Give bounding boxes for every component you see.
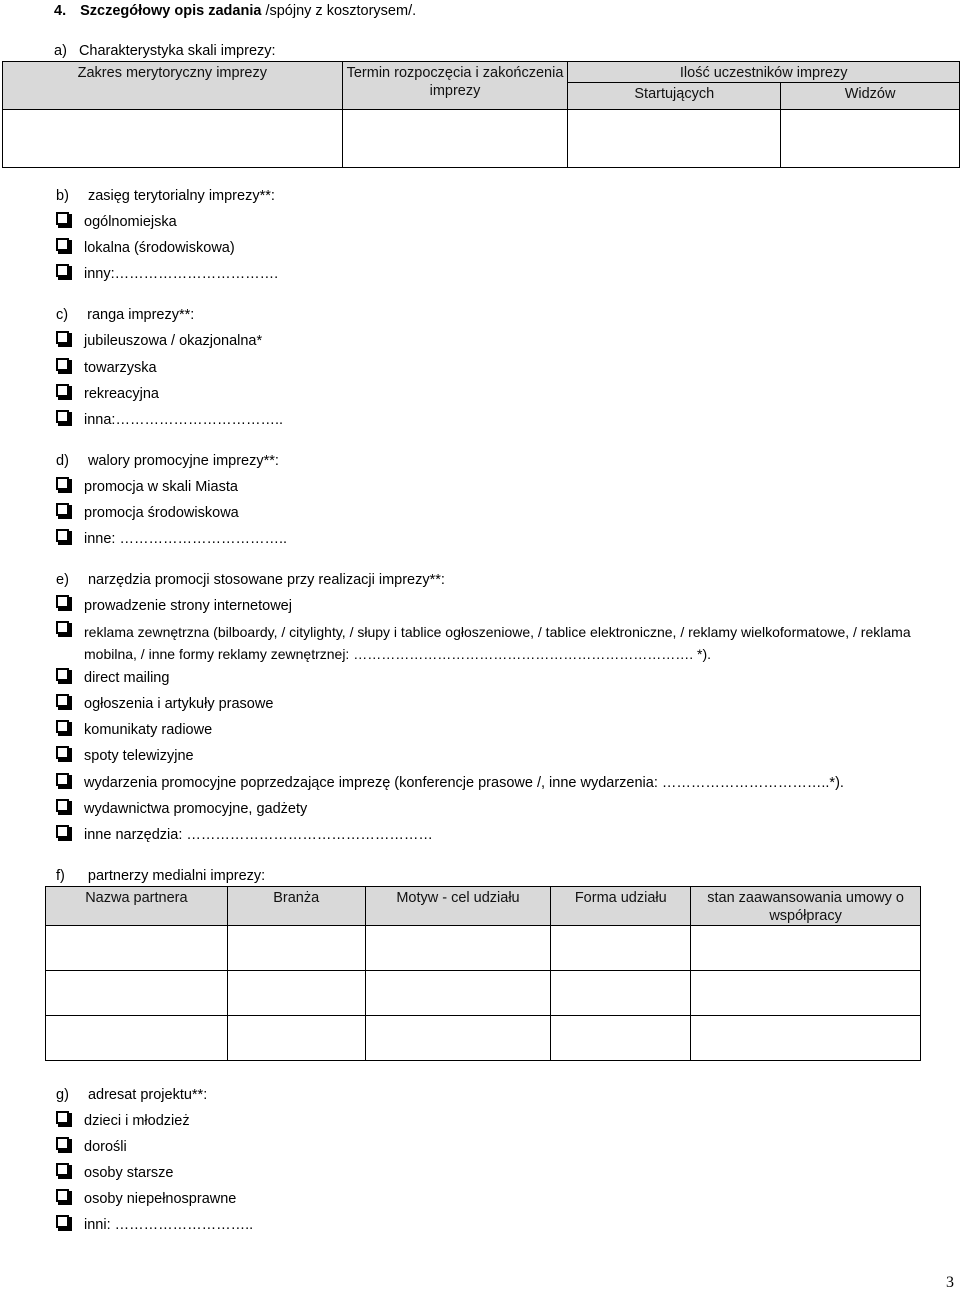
option-e-8: inne narzędzia: …………………………………………… (84, 827, 433, 843)
option-e-1-continued: mobilna, / inne formy reklamy zewnętrznej: ………………………………………………………………. *). (84, 646, 711, 662)
option-b-1: lokalna (środowiskowa) (84, 240, 235, 256)
checkbox-e-5[interactable] (56, 746, 69, 759)
checkbox-c-3[interactable] (56, 410, 69, 423)
partners-cell[interactable] (551, 1016, 691, 1061)
option-e-2: direct mailing (84, 670, 170, 686)
subsection-c (56, 307, 194, 324)
partners-col-industry: Branża (227, 887, 365, 926)
subsection-c-label: c) (56, 307, 69, 323)
subsection-d (56, 453, 279, 470)
subsection-a-label: a) (54, 43, 67, 59)
partners-cell[interactable] (551, 926, 691, 971)
scale-col-participants: Ilość uczestników imprezy (568, 62, 960, 83)
checkbox-g-1[interactable] (56, 1137, 69, 1150)
subsection-f-text: partnerzy medialni imprezy: (87, 868, 266, 884)
option-d-1: promocja środowiskowa (84, 505, 239, 521)
section-note: /spójny z kosztorysem/. (261, 3, 417, 19)
scale-sub-spectators: Widzów (781, 83, 960, 110)
checkbox-e-4[interactable] (56, 720, 69, 733)
checkbox-g-2[interactable] (56, 1163, 69, 1176)
option-b-0: ogólnomiejska (84, 214, 177, 230)
section-heading (54, 3, 416, 20)
subsection-g-label: g) (56, 1087, 69, 1103)
scale-col-scope: Zakres merytoryczny imprezy (3, 62, 343, 110)
page-number: 3 (946, 1274, 954, 1291)
option-d-0: promocja w skali Miasta (84, 479, 238, 495)
subsection-d-text: walory promocyjne imprezy**: (87, 453, 279, 469)
scale-cell-spectators[interactable] (781, 110, 960, 168)
checkbox-d-1[interactable] (56, 503, 69, 516)
checkbox-e-8[interactable] (56, 825, 69, 838)
subsection-a-text: Charakterystyka skali imprezy: (78, 43, 276, 59)
option-c-3: inna:…………………………….. (84, 412, 283, 428)
checkbox-b-0[interactable] (56, 212, 69, 225)
subsection-e-label: e) (56, 572, 69, 588)
partners-col-name: Nazwa partnera (46, 887, 228, 926)
subsection-f-label: f) (56, 868, 65, 884)
scale-sub-starting: Startujących (568, 83, 781, 110)
option-d-2: inne: …………………………….. (84, 531, 288, 547)
checkbox-e-6[interactable] (56, 773, 69, 786)
partners-cell[interactable] (46, 1016, 228, 1061)
option-e-6: wydarzenia promocyjne poprzedzające imprezę (konferencje prasowe /, inne wydarzenia: ……………………………..*). (84, 775, 844, 791)
checkbox-e-7[interactable] (56, 799, 69, 812)
subsection-a (54, 43, 276, 60)
checkbox-e-3[interactable] (56, 694, 69, 707)
checkbox-c-1[interactable] (56, 358, 69, 371)
option-e-4: komunikaty radiowe (84, 722, 213, 738)
subsection-g-text: adresat projektu**: (87, 1087, 208, 1103)
partners-cell[interactable] (691, 971, 921, 1016)
partners-cell[interactable] (227, 926, 365, 971)
partners-cell[interactable] (365, 971, 551, 1016)
option-e-7: wydawnictwa promocyjne, gadżety (84, 801, 308, 817)
subsection-b-label: b) (56, 188, 69, 204)
checkbox-e-0[interactable] (56, 595, 69, 608)
subsection-g (56, 1087, 207, 1104)
subsection-f (56, 868, 265, 885)
checkbox-c-2[interactable] (56, 384, 69, 397)
checkbox-d-2[interactable] (56, 529, 69, 542)
partners-cell[interactable] (365, 926, 551, 971)
checkbox-g-0[interactable] (56, 1111, 69, 1124)
option-g-4: inni: ……………………….. (84, 1217, 254, 1233)
partners-cell[interactable] (46, 926, 228, 971)
checkbox-d-0[interactable] (56, 477, 69, 490)
partners-col-status-line2: współpracy (769, 908, 842, 924)
partners-cell[interactable] (46, 971, 228, 1016)
option-g-1: dorośli (84, 1139, 127, 1155)
checkbox-e-2[interactable] (56, 668, 69, 681)
checkbox-g-4[interactable] (56, 1215, 69, 1228)
section-number: 4. (54, 3, 67, 19)
scale-col-dates-line2: imprezy (429, 83, 481, 99)
partners-col-form: Forma udziału (551, 887, 691, 926)
scale-cell-starting[interactable] (568, 110, 781, 168)
partners-cell[interactable] (227, 1016, 365, 1061)
media-partners-table (45, 886, 921, 1061)
subsection-e (56, 572, 445, 589)
scale-col-dates (342, 62, 568, 110)
option-g-2: osoby starsze (84, 1165, 174, 1181)
section-title: Szczegółowy opis zadania (80, 3, 262, 19)
partners-cell[interactable] (227, 971, 365, 1016)
option-e-5: spoty telewizyjne (84, 748, 194, 764)
option-e-3: ogłoszenia i artykuły prasowe (84, 696, 274, 712)
partners-cell[interactable] (691, 926, 921, 971)
option-c-1: towarzyska (84, 360, 157, 376)
partners-col-status (691, 887, 921, 926)
scale-table (2, 61, 960, 168)
subsection-d-label: d) (56, 453, 69, 469)
option-g-0: dzieci i młodzież (84, 1113, 190, 1129)
scale-cell-dates[interactable] (342, 110, 568, 168)
option-e-1: reklama zewnętrzna (bilboardy, / citylighty, / słupy i tablice ogłoszeniowe, / tablice elektroniczne, / reklamy wielkoformatowe, / reklama (84, 624, 911, 640)
option-c-0: jubileuszowa / okazjonalna* (84, 333, 263, 349)
subsection-e-text: narzędzia promocji stosowane przy realizacji imprezy**: (87, 572, 445, 588)
partners-cell[interactable] (551, 971, 691, 1016)
subsection-c-text: ranga imprezy**: (87, 307, 195, 323)
option-g-3: osoby niepełnosprawne (84, 1191, 237, 1207)
partners-cell[interactable] (691, 1016, 921, 1061)
checkbox-c-0[interactable] (56, 331, 69, 344)
checkbox-b-1[interactable] (56, 238, 69, 251)
partners-col-status-line1: stan zaawansowania umowy o (707, 890, 904, 906)
scale-col-dates-line1: Termin rozpoczęcia i zakończenia (346, 65, 564, 81)
subsection-b-text: zasięg terytorialny imprezy**: (87, 188, 275, 204)
option-b-2: inny:……………………………. (84, 266, 279, 282)
checkbox-b-2[interactable] (56, 264, 69, 277)
checkbox-e-1[interactable] (56, 621, 69, 634)
partners-cell[interactable] (365, 1016, 551, 1061)
subsection-b (56, 188, 275, 205)
option-e-0: prowadzenie strony internetowej (84, 598, 292, 614)
scale-cell-scope[interactable] (3, 110, 343, 168)
option-c-2: rekreacyjna (84, 386, 159, 402)
checkbox-g-3[interactable] (56, 1189, 69, 1202)
partners-col-motive: Motyw - cel udziału (365, 887, 551, 926)
